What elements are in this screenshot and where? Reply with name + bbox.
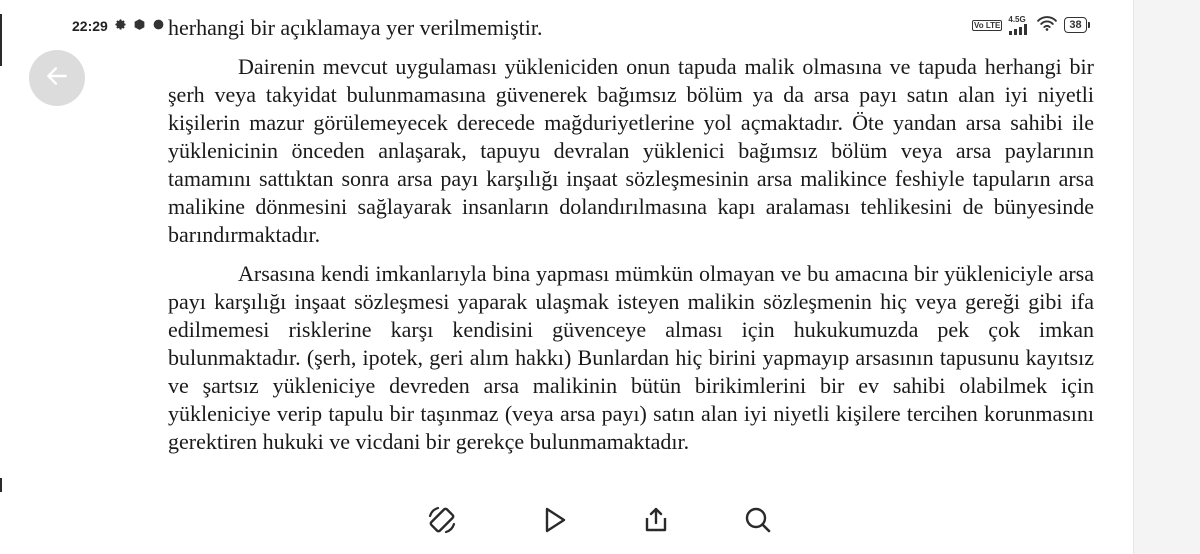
status-bar-right [972, 14, 1087, 36]
scan-edge-mark [0, 478, 2, 492]
back-arrow-icon [44, 63, 70, 94]
settings-icon [114, 18, 127, 34]
share-button[interactable] [636, 502, 676, 542]
status-bar-left [72, 16, 165, 36]
wifi-icon [1036, 15, 1058, 36]
back-button[interactable] [29, 50, 85, 106]
document-page [168, 14, 1094, 456]
scan-edge-mark [0, 14, 2, 66]
app-notification-icon [152, 18, 165, 34]
battery-indicator: 38 [1064, 17, 1086, 33]
play-icon [539, 505, 569, 540]
share-icon [641, 505, 671, 540]
search-button[interactable] [738, 502, 778, 542]
search-icon [743, 505, 773, 540]
viewer-toolbar [420, 500, 780, 544]
cellular-signal-icon [1008, 15, 1030, 35]
document-paragraph: Arsasına kendi imkanlarıyla bina yapması mümkün olmayan ve bu amacına bir yükleniciyle arsa payı karşılığı inşaat sözleşmesi yaparak ulaşmak isteyen malikin sözleşmenin hiç veya gereği gibi ifa edilmemesi risklerine karşı kendisini güvenceye alması için hukukumuzda pek çok imkan bulunmaktadır. (şerh, ipotek, geri alım hakkı) Bunlardan hiç birini yapmayıp arsasının tapusunu kayıtsız ve şartsız yükleniciye devreden arsa malikinin bütün birikimlerini bir ev sahibi olabilmek için yükleniciye verip tapulu bir taşınmaz (veya arsa payı) satın alan iyi niyetli kişilere tercihen korunmasını gerektiren hukuki ve vicdani bir gerekçe bulunmamaktadır. [168, 261, 1094, 454]
rotate-icon [425, 503, 459, 542]
navigation-bar [1133, 0, 1200, 554]
document-line: herhangi bir açıklamaya yer verilmemiştir. [168, 15, 543, 40]
play-button[interactable] [534, 502, 574, 542]
network-type-label: 4.5G [1008, 15, 1026, 24]
volte-badge: Vo LTE [974, 20, 1001, 30]
document-paragraph: Dairenin mevcut uygulaması yükleniciden onun tapuda malik olmasına ve tapuda herhangi bir şerh veya takyidat bulunmamasına güvenerek bağımsız bölüm ya da arsa payı satın alan iyi niyetli kişilerin mazur görülemeyecek derecede mağduriyetlerine yol açmaktadır. Öte yandan arsa sahibi ile yüklenicinin önceden anlaşarak, tapuyu devralan yüklenici bağımsız bölüm veya arsa paylarının tamamını sattıktan sonra arsa payı karşılığı inşaat sözleşmesinin arsa malikince feshiyle tapuların arsa malikine dönmesini sağlayarak insanların dolandırılmasına kapı aralaması tehlikesini de bünyesinde barındırmaktadır. [168, 54, 1094, 247]
app-notification-icon [133, 18, 146, 34]
status-time: 22:29 [72, 18, 108, 34]
rotate-button[interactable] [422, 502, 462, 542]
